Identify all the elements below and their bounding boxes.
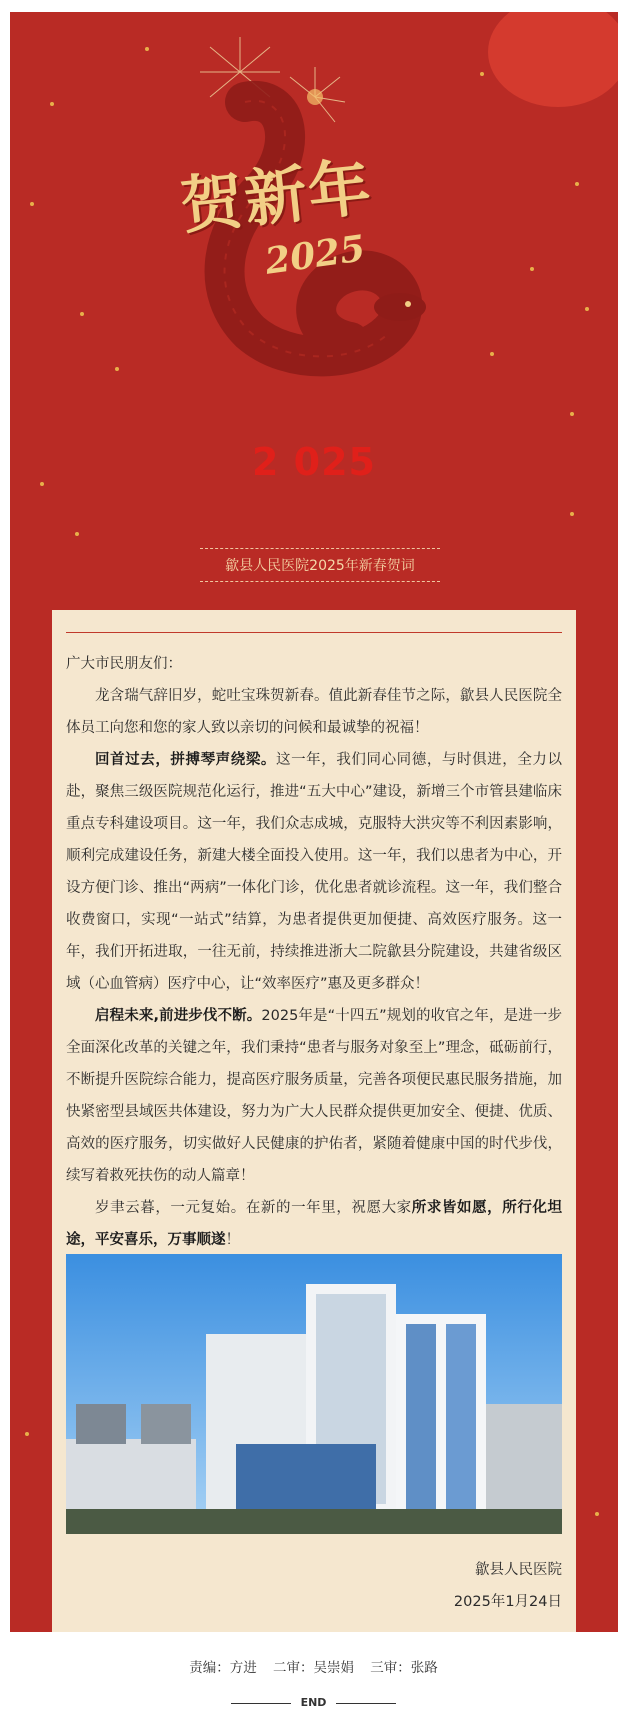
festive-title-year: 2025 <box>262 227 368 283</box>
editor-credits <box>0 1656 627 1676</box>
paragraph-3 <box>66 1000 562 1192</box>
end-line-left <box>231 1703 291 1704</box>
end-label: END <box>300 1696 327 1709</box>
sparkle <box>25 1432 29 1436</box>
sparkle <box>570 512 574 516</box>
greeting-poster <box>10 12 618 1632</box>
signature <box>454 1554 562 1618</box>
hospital-building-photo <box>66 1254 562 1534</box>
paragraph-3-body: 2025年是“十四五”规划的收官之年，是进一步全面深化改革的关键之年，我们秉持“患者与服务对象至上”理念，砥砺前行，不断提升医院综合能力，提高医疗服务质量，完善各项便民惠民服务措施，加快紧密型县域医共体建设，努力为广大人民群众提供更加安全、便捷、优质、高效的医疗服务，切实做好人民健康的护佑者，紧随着健康中国的时代步伐，续写着救死扶伤的动人篇章！ <box>66 1008 562 1184</box>
sparkle <box>30 202 34 206</box>
sparkle <box>595 1512 599 1516</box>
signature-org: 歙县人民医院 <box>475 1562 562 1578</box>
divider <box>66 632 562 633</box>
sparkle <box>115 367 119 371</box>
credit-review-3: 三审：张路 <box>370 1660 438 1676</box>
paragraph-4 <box>66 1192 562 1256</box>
credit-review-2: 二审：吴崇娟 <box>273 1660 354 1676</box>
signature-date: 2025年1月24日 <box>453 1594 562 1610</box>
credit-editor: 责编：方进 <box>189 1660 257 1676</box>
paragraph-4-wish: 所求皆如愿，所行化坦途，平安喜乐，万事顺遂 <box>66 1200 562 1248</box>
sparkle <box>575 182 579 186</box>
moon-circle <box>488 12 618 107</box>
sparkle <box>530 267 534 271</box>
sparkle <box>585 307 589 311</box>
letter-body <box>66 648 562 1256</box>
paragraph-3-lead: 启程未来,前进步伐不断。 <box>95 1008 262 1024</box>
sparkle <box>50 102 54 106</box>
sparkle <box>480 72 484 76</box>
festive-title: 贺新年 <box>177 150 376 243</box>
paragraph-1: 龙含瑞气辞旧岁，蛇吐宝珠贺新春。值此新春佳节之际，歙县人民医院全体员工向您和您的家人致以亲切的问候和最诚挚的祝福！ <box>66 688 562 736</box>
paragraph-2 <box>66 744 562 1000</box>
paragraph-4-end: ！ <box>225 1232 240 1248</box>
sparkle <box>80 312 84 316</box>
paragraph-2-body: 这一年，我们同心同德，与时俱进，全力以赴，聚焦三级医院规范化运行，推进“五大中心”建设，新增三个市管县建临床重点专科建设项目。这一年，我们众志成城，克服特大洪灾等不利因素影响，顺利完成建设任务，新建大楼全面投入使用。这一年，我们以患者为中心，开设方便门诊、推出“两病”一体化门诊，优化患者就诊流程。这一年，我们整合收费窗口，实现“一站式”结算，为患者提供更加便捷、高效医疗服务。这一年，我们开拓进取，一往无前，持续推进浙大二院歙县分院建设，共建省级区域（心血管病）医疗中心，让“效率医疗”惠及更多群众！ <box>66 752 562 992</box>
letter-card <box>52 610 576 1632</box>
sparkle <box>145 47 149 51</box>
sparkle <box>75 532 79 536</box>
paragraph-2-lead: 回首过去，拼搏琴声绕梁。 <box>95 752 276 768</box>
year-display: 2 025 <box>252 440 376 484</box>
paragraph-4-body: 岁聿云暮，一元复始。在新的一年里，祝愿大家 <box>95 1200 412 1216</box>
letter-greeting: 广大市民朋友们： <box>66 656 182 672</box>
sparkle <box>570 412 574 416</box>
letter-subheading: 歙县人民医院2025年新春贺词 <box>200 548 440 582</box>
end-line-right <box>336 1703 396 1704</box>
end-marker <box>0 1696 627 1709</box>
sparkle <box>490 352 494 356</box>
